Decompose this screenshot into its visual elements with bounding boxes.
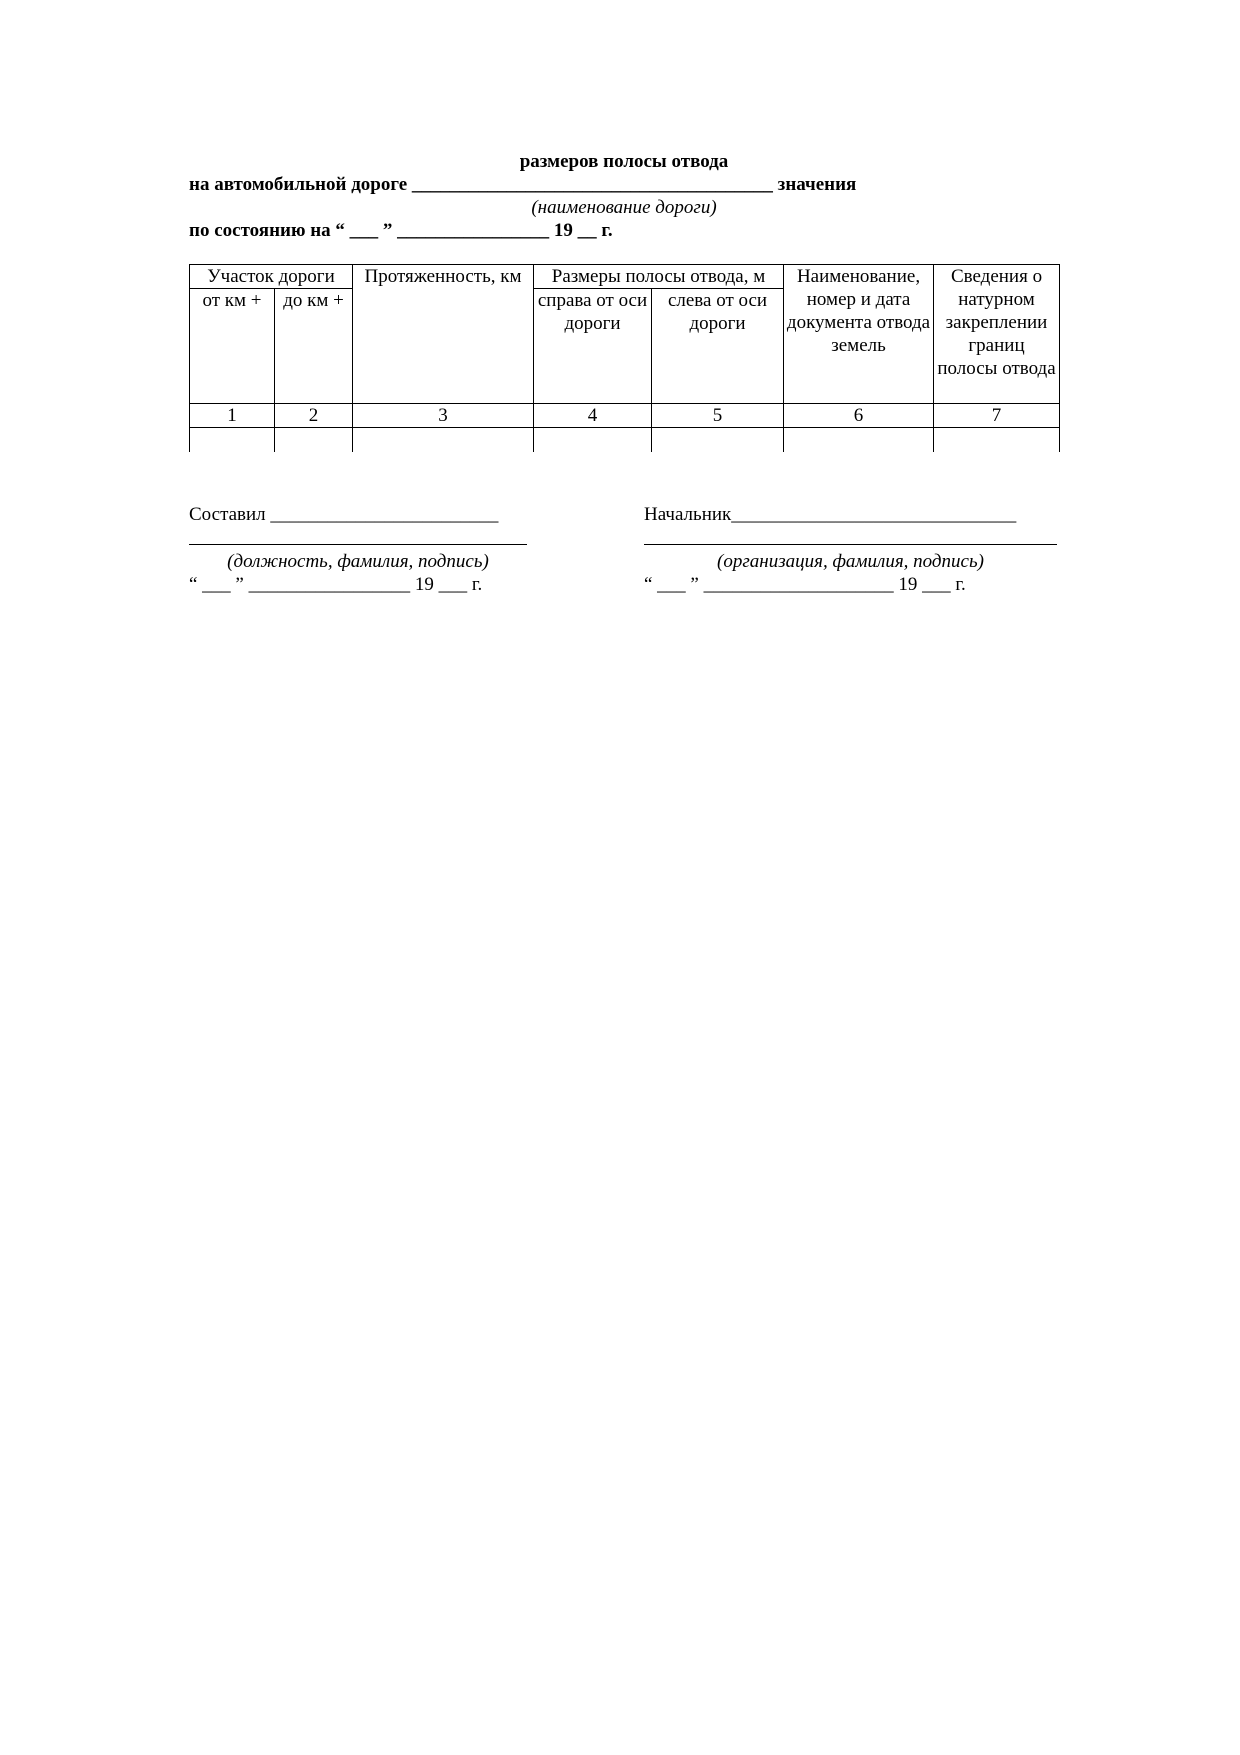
compiler-date-line: “ ___ ” _________________ 19 ___ г. [189, 574, 483, 595]
header-road-section: Участок дороги [190, 265, 353, 289]
compiler-caption: (должность, фамилия, подпись) [227, 551, 489, 572]
header-boundary-fixing: Сведения о натурном закреплении границ полосы отвода [934, 265, 1060, 404]
column-number: 6 [784, 404, 934, 428]
column-number: 4 [534, 404, 652, 428]
column-number: 3 [353, 404, 534, 428]
column-number: 7 [934, 404, 1060, 428]
chief-blank-line [644, 526, 1057, 545]
as-of-date-line: по состоянию на “ ___ ” ________________ 19 __ г. [189, 220, 613, 241]
compiler-blank-line [189, 526, 527, 545]
header-right-of-axis: справа от оси дороги [534, 289, 652, 404]
table-header-row-1 [190, 265, 1060, 289]
column-number-row [190, 404, 1060, 428]
header-to-km: до км + [275, 289, 353, 404]
table-cell [784, 428, 934, 453]
header-left-of-axis: слева от оси дороги [652, 289, 784, 404]
header-allotment-document: Наименование, номер и дата документа отвода земель [784, 265, 934, 404]
column-number: 2 [275, 404, 353, 428]
compiler-signature-block [189, 503, 609, 596]
document-page [189, 150, 1059, 595]
road-name-line: на автомобильной дороге ______________________________________ значения [189, 174, 857, 195]
compiler-label-line: Составил ________________________ [189, 504, 499, 525]
road-name-caption: (наименование дороги) [531, 197, 717, 218]
table-cell [353, 428, 534, 453]
column-number: 5 [652, 404, 784, 428]
table-cell [275, 428, 353, 453]
document-title: размеров полосы отвода [519, 151, 729, 172]
table-row [190, 428, 1060, 453]
right-of-way-table [189, 264, 1060, 452]
header-length: Протяженность, км [353, 265, 534, 404]
chief-date-line: “ ___ ” ____________________ 19 ___ г. [644, 574, 966, 595]
chief-signature-block [644, 503, 1064, 596]
table-cell [934, 428, 1060, 453]
chief-label-line: Начальник______________________________ [644, 504, 1017, 525]
column-number: 1 [190, 404, 275, 428]
header-from-km: от км + [190, 289, 275, 404]
chief-caption: (организация, фамилия, подпись) [717, 551, 984, 572]
table-cell [652, 428, 784, 453]
table-cell [534, 428, 652, 453]
header-strip-sizes: Размеры полосы отвода, м [534, 265, 784, 289]
table-cell [190, 428, 275, 453]
